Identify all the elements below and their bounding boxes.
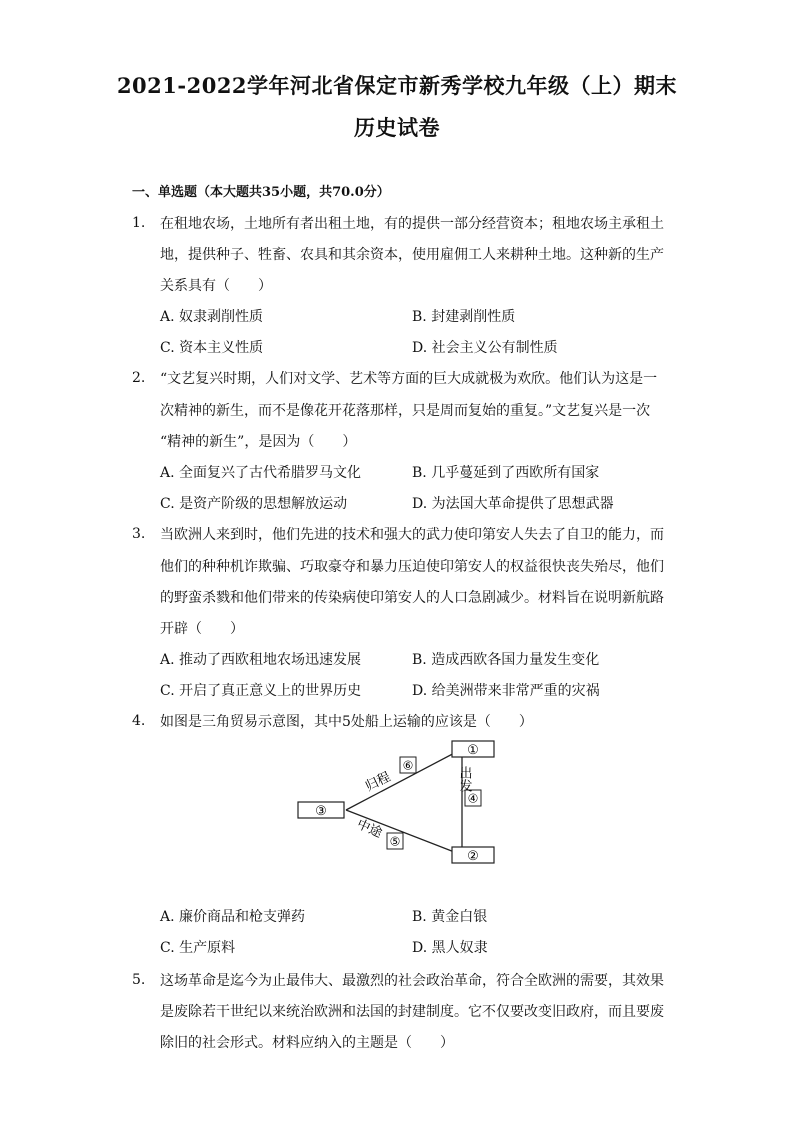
box-3-label: ③ (315, 804, 327, 819)
depart-route-label: 出发 (456, 766, 472, 792)
question-text-line: 地，提供种子、牲畜、农具和其余资本，使用雇佣工人来耕种土地。这种新的生产 (160, 247, 664, 263)
return-route-label: 归程 (363, 769, 394, 795)
option-a: A. 廉价商品和枪支弹药 (160, 909, 306, 925)
question-number: 3. (132, 526, 146, 542)
question-number: 1. (132, 215, 146, 231)
question-number: 4. (132, 713, 146, 729)
question-number: 5. (132, 972, 146, 988)
question-text-line: “精神的新生”，是因为（ ） (160, 434, 357, 450)
option-d: D. 社会主义公有制性质 (412, 340, 558, 356)
option-b: B. 几乎蔓延到了西欧所有国家 (412, 465, 600, 481)
option-b: B. 造成西欧各国力量发生变化 (412, 652, 600, 668)
option-a: A. 奴隶剥削性质 (160, 309, 264, 325)
question-text-line: 在租地农场，土地所有者出租土地，有的提供一部分经营资本；租地农场主承租土 (160, 216, 664, 232)
exam-title-line-2: 历史试卷 (354, 115, 440, 140)
triangular-trade-diagram (290, 735, 510, 870)
option-a: A. 全面复兴了古代希腊罗马文化 (160, 465, 362, 481)
box-5-label: ⑤ (389, 834, 401, 849)
option-d: D. 给美洲带来非常严重的灾祸 (412, 683, 600, 699)
option-d: D. 黑人奴隶 (412, 940, 488, 956)
section-header: 一、单选题（本大题共35小题，共70.0分） (132, 185, 390, 200)
question-text-line: 除旧的社会形式。材料应纳入的主题是（ ） (160, 1035, 454, 1051)
option-c: C. 生产原料 (160, 940, 236, 956)
option-c: C. 资本主义性质 (160, 340, 264, 356)
box-6-label: ⑥ (402, 758, 414, 773)
option-c: C. 是资产阶级的思想解放运动 (160, 496, 348, 512)
box-1-label: ① (467, 743, 479, 758)
box-2-label: ② (467, 849, 479, 864)
option-b: B. 黄金白银 (412, 909, 488, 925)
question-number: 2. (132, 370, 146, 386)
question-text-line: 当欧洲人来到时，他们先进的技术和强大的武力使印第安人失去了自卫的能力，而 (160, 527, 664, 543)
middle-route-label: 中途 (354, 816, 385, 842)
question-text-line: 次精神的新生，而不是像花开花落那样，只是周而复始的重复。”文艺复兴是一次 (160, 403, 651, 419)
box-4-label: ④ (467, 791, 479, 806)
question-text-line: 是废除若干世纪以来统治欧洲和法国的封建制度。它不仅要改变旧政府，而且要废 (160, 1004, 664, 1020)
question-text-line: 如图是三角贸易示意图，其中5处船上运输的应该是（ ） (160, 714, 533, 730)
question-text-line: “文艺复兴时期，人们对文学、艺术等方面的巨大成就极为欢欣。他们认为这是一 (160, 371, 658, 387)
exam-title-line-1: 2021-2022学年河北省保定市新秀学校九年级（上）期末 (116, 73, 678, 98)
option-c: C. 开启了真正意义上的世界历史 (160, 683, 362, 699)
option-a: A. 推动了西欧租地农场迅速发展 (160, 652, 362, 668)
question-text-line: 他们的种种机诈欺骗、巧取豪夺和暴力压迫使印第安人的权益很快丧失殆尽，他们 (160, 559, 664, 575)
question-text-line: 关系具有（ ） (160, 278, 272, 294)
question-text-line: 的野蛮杀戮和他们带来的传染病使印第安人的人口急剧减少。材料旨在说明新航路 (160, 590, 664, 606)
question-text-line: 开辟（ ） (160, 621, 244, 637)
option-d: D. 为法国大革命提供了思想武器 (412, 496, 614, 512)
question-text-line: 这场革命是迄今为止最伟大、最激烈的社会政治革命，符合全欧洲的需要，其效果 (160, 973, 664, 989)
option-b: B. 封建剥削性质 (412, 309, 516, 325)
